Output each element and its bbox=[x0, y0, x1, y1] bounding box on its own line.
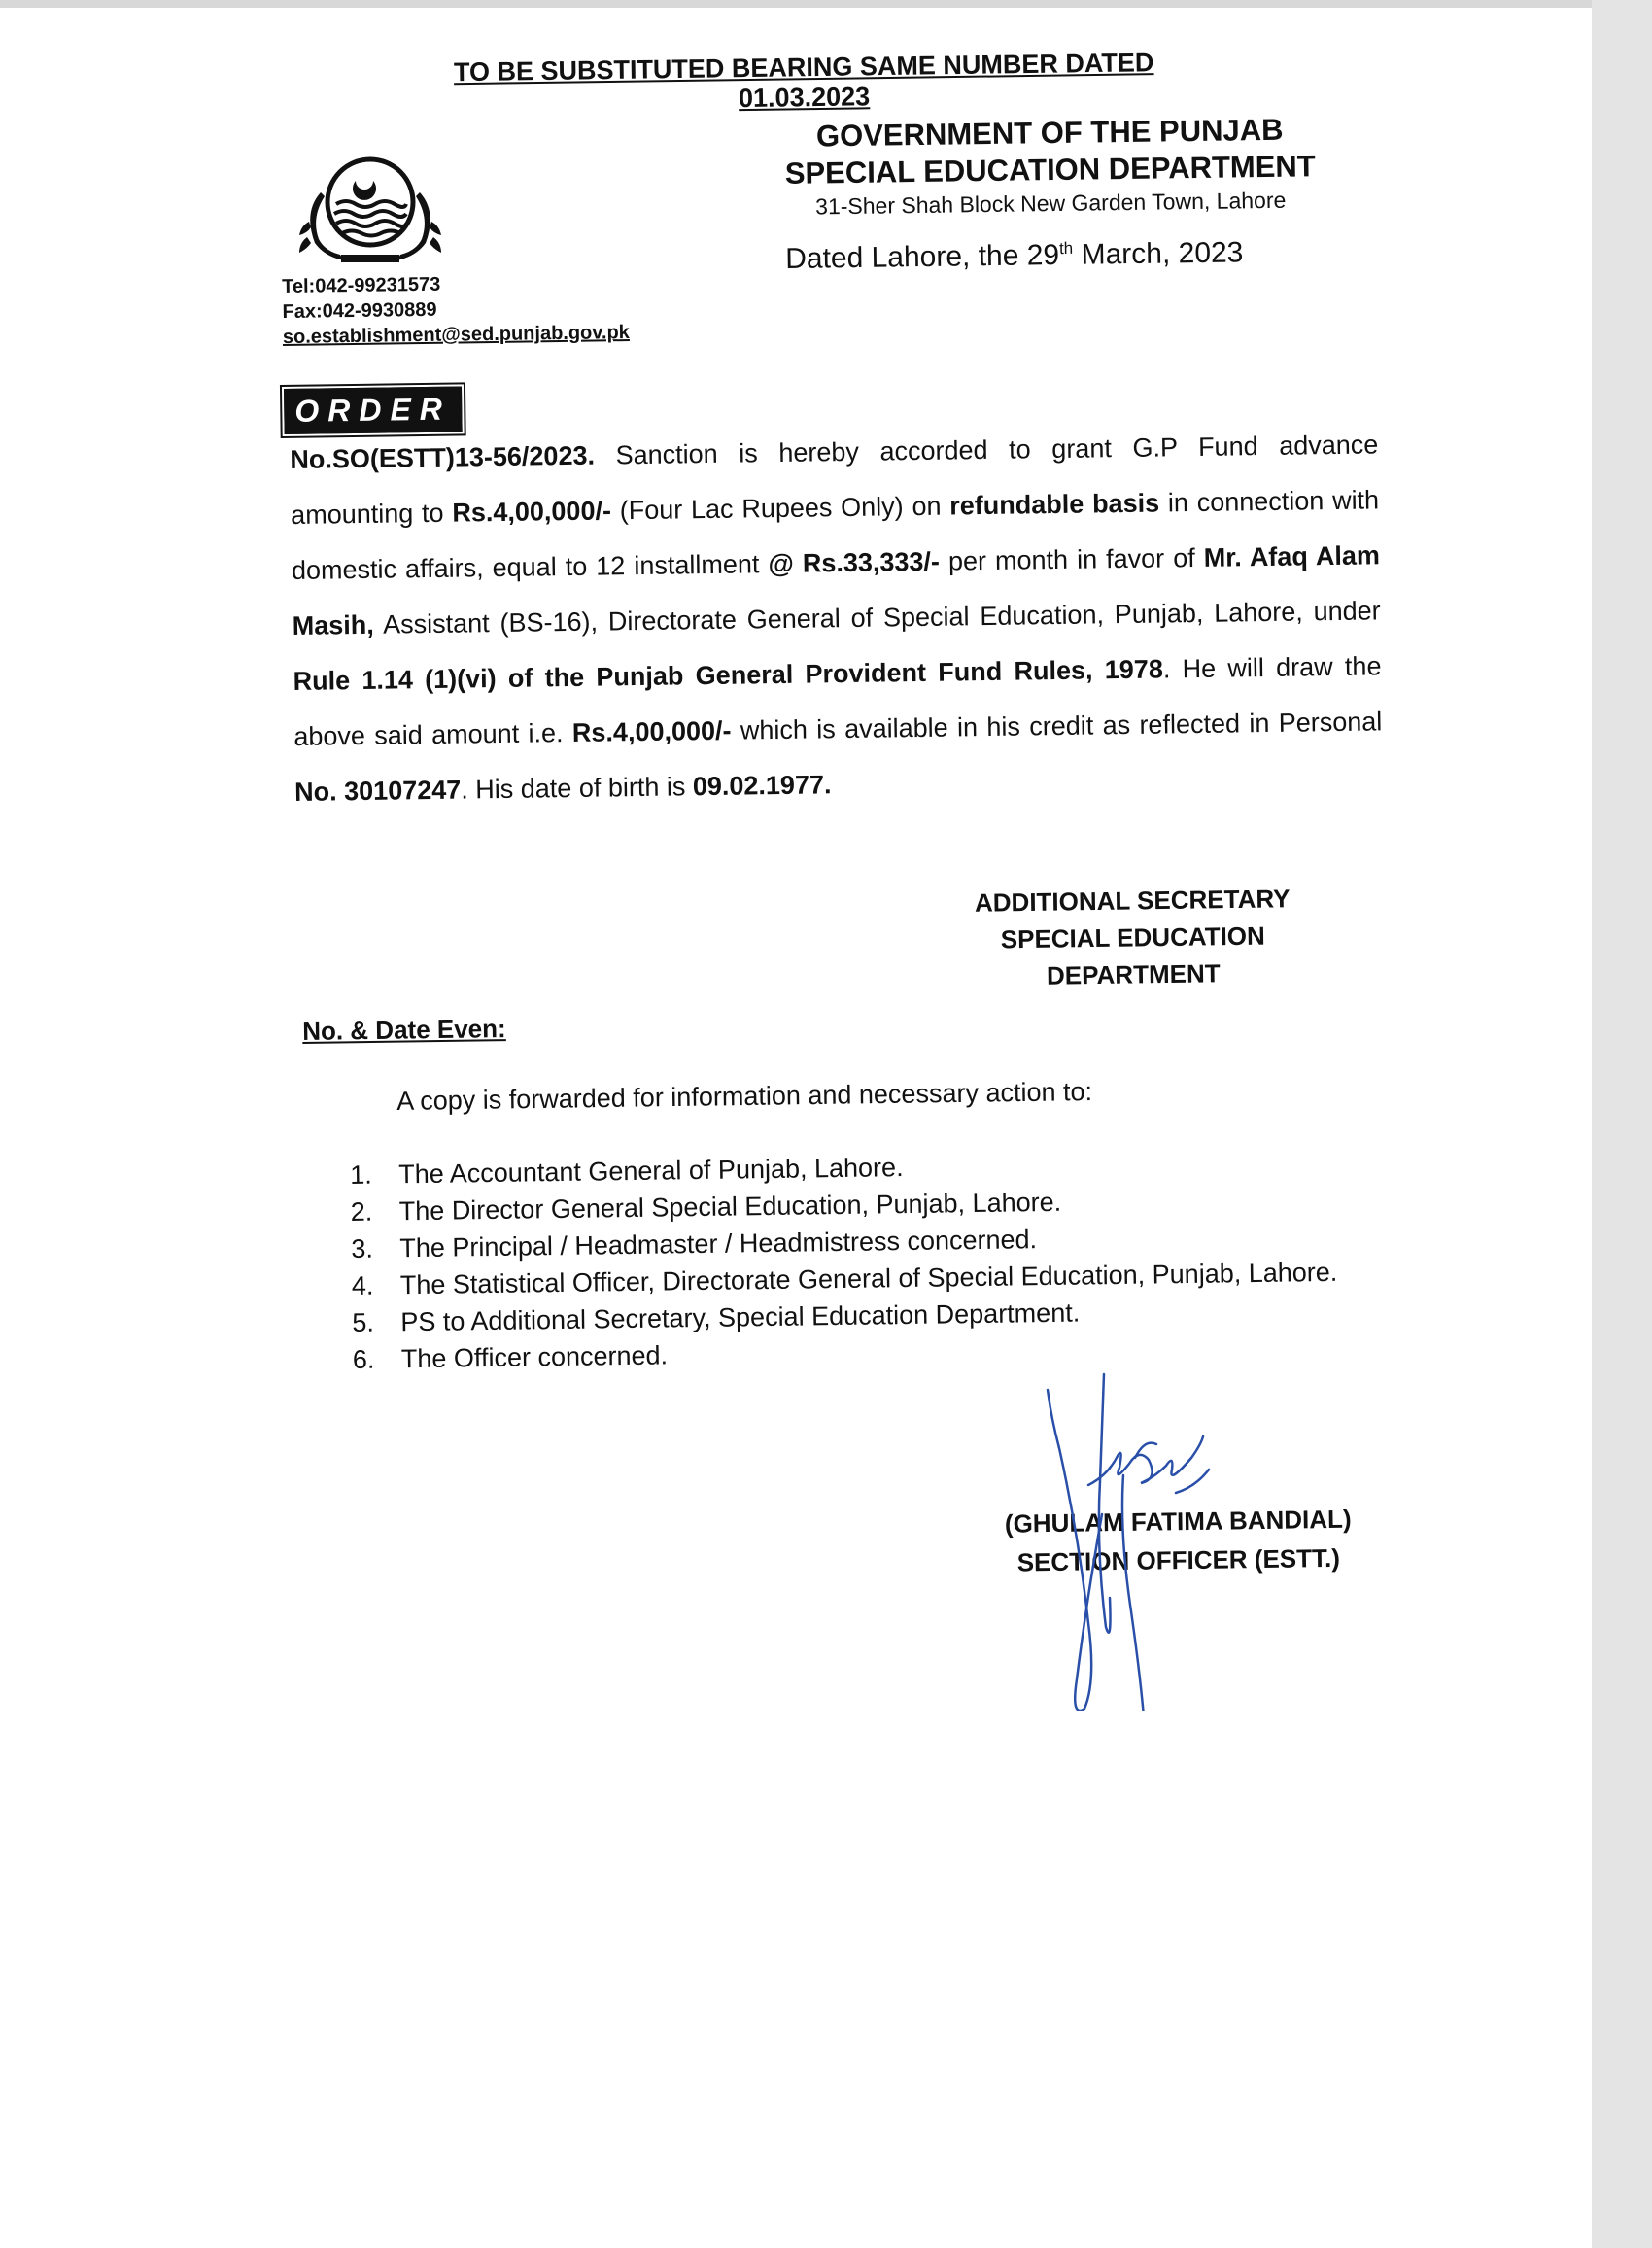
additional-secretary-block bbox=[957, 880, 1309, 995]
order-text: in connection with domestic affairs, equal to 12 installment bbox=[291, 485, 1380, 585]
date-suffix: March, 2023 bbox=[1073, 236, 1244, 271]
personal-number: No. 30107247 bbox=[293, 775, 462, 807]
list-number: 6. bbox=[352, 1344, 375, 1374]
list-text: The Director General Special Education, Punjab, Lahore. bbox=[398, 1187, 1062, 1227]
date-prefix: Dated Lahore, the 29 bbox=[785, 239, 1060, 275]
secretary-line: SPECIAL EDUCATION bbox=[1000, 920, 1266, 954]
substitute-note: TO BE SUBSTITUTED BEARING SAME NUMBER DATED 01.03.2023 bbox=[453, 48, 1154, 114]
copy-intro: A copy is forwarded for information and necessary action to: bbox=[396, 1077, 1093, 1116]
fax-number: Fax:042-9930889 bbox=[282, 298, 437, 323]
order-text: Sanction is hereby accorded to grant G.P Fund advance amounting to bbox=[290, 430, 1379, 530]
government-title: GOVERNMENT OF THE PUNJAB bbox=[815, 112, 1284, 154]
list-number: 1. bbox=[350, 1159, 373, 1190]
order-text: per month in favor of bbox=[939, 542, 1204, 576]
draw-amount: Rs.4,00,000/- bbox=[571, 715, 732, 747]
list-text: The Accountant General of Punjab, Lahore. bbox=[398, 1153, 904, 1190]
order-text: . His date of birth is bbox=[461, 772, 694, 805]
secretary-line: DEPARTMENT bbox=[1046, 958, 1221, 990]
list-number: 3. bbox=[351, 1233, 374, 1263]
punjab-emblem-icon bbox=[288, 154, 453, 272]
order-text: (Four Lac Rupees Only) on bbox=[610, 491, 950, 526]
advance-amount: Rs.4,00,000/- bbox=[452, 496, 612, 528]
copy-heading: No. & Date Even: bbox=[302, 1014, 506, 1046]
department-address: 31-Sher Shah Block New Garden Town, Lahore bbox=[815, 187, 1287, 220]
list-number: 5. bbox=[352, 1307, 375, 1337]
order-ref-number: No.SO(ESTT)13-56/2023. bbox=[290, 440, 596, 474]
list-text: PS to Additional Secretary, Special Education Department. bbox=[400, 1297, 1081, 1337]
contact-email[interactable]: so.establishment@sed.punjab.gov.pk bbox=[282, 322, 631, 348]
order-paragraph bbox=[290, 417, 1383, 820]
list-text: The Officer concerned. bbox=[400, 1340, 669, 1374]
list-number: 2. bbox=[350, 1196, 373, 1227]
department-heading bbox=[777, 111, 1323, 222]
order-text: Assistant (BS-16), Directorate General of Special Education, Punjab, Lahore, under bbox=[373, 596, 1381, 640]
order-text: which is available in his credit as reflected in Personal bbox=[731, 707, 1383, 745]
telephone-number: Tel:042-99231573 bbox=[282, 273, 441, 297]
scan-edge-right bbox=[1592, 0, 1652, 2248]
contact-block bbox=[282, 269, 630, 350]
department-title: SPECIAL EDUCATION DEPARTMENT bbox=[784, 149, 1316, 190]
list-number: 4. bbox=[351, 1270, 374, 1300]
list-text: The Statistical Officer, Directorate General of Special Education, Punjab, Lahore. bbox=[399, 1257, 1338, 1300]
date-of-birth: 09.02.1977. bbox=[692, 770, 832, 802]
installment-amount: @ Rs.33,333/- bbox=[768, 546, 941, 579]
beneficiary-name: Mr. Afaq Alam Masih, bbox=[292, 540, 1381, 640]
date-ordinal: th bbox=[1058, 238, 1074, 259]
distribution-list bbox=[350, 1142, 1383, 1378]
document-date bbox=[785, 236, 1244, 276]
secretary-line: ADDITIONAL SECRETARY bbox=[974, 883, 1291, 917]
officer-name: (GHULAM FATIMA BANDIAL) bbox=[1004, 1504, 1352, 1539]
order-badge: ORDER bbox=[284, 386, 462, 434]
list-text: The Principal / Headmaster / Headmistress concerned. bbox=[399, 1225, 1038, 1263]
rule-reference: Rule 1.14 (1)(vi) of the Punjab General Provident Fund Rules, 1978 bbox=[293, 654, 1164, 696]
officer-title: SECTION OFFICER (ESTT.) bbox=[1016, 1542, 1341, 1577]
order-text: . He will draw the above said amount i.e. bbox=[293, 651, 1382, 751]
handwritten-signature-icon bbox=[1030, 1370, 1263, 1711]
refund-basis: refundable basis bbox=[949, 488, 1160, 521]
